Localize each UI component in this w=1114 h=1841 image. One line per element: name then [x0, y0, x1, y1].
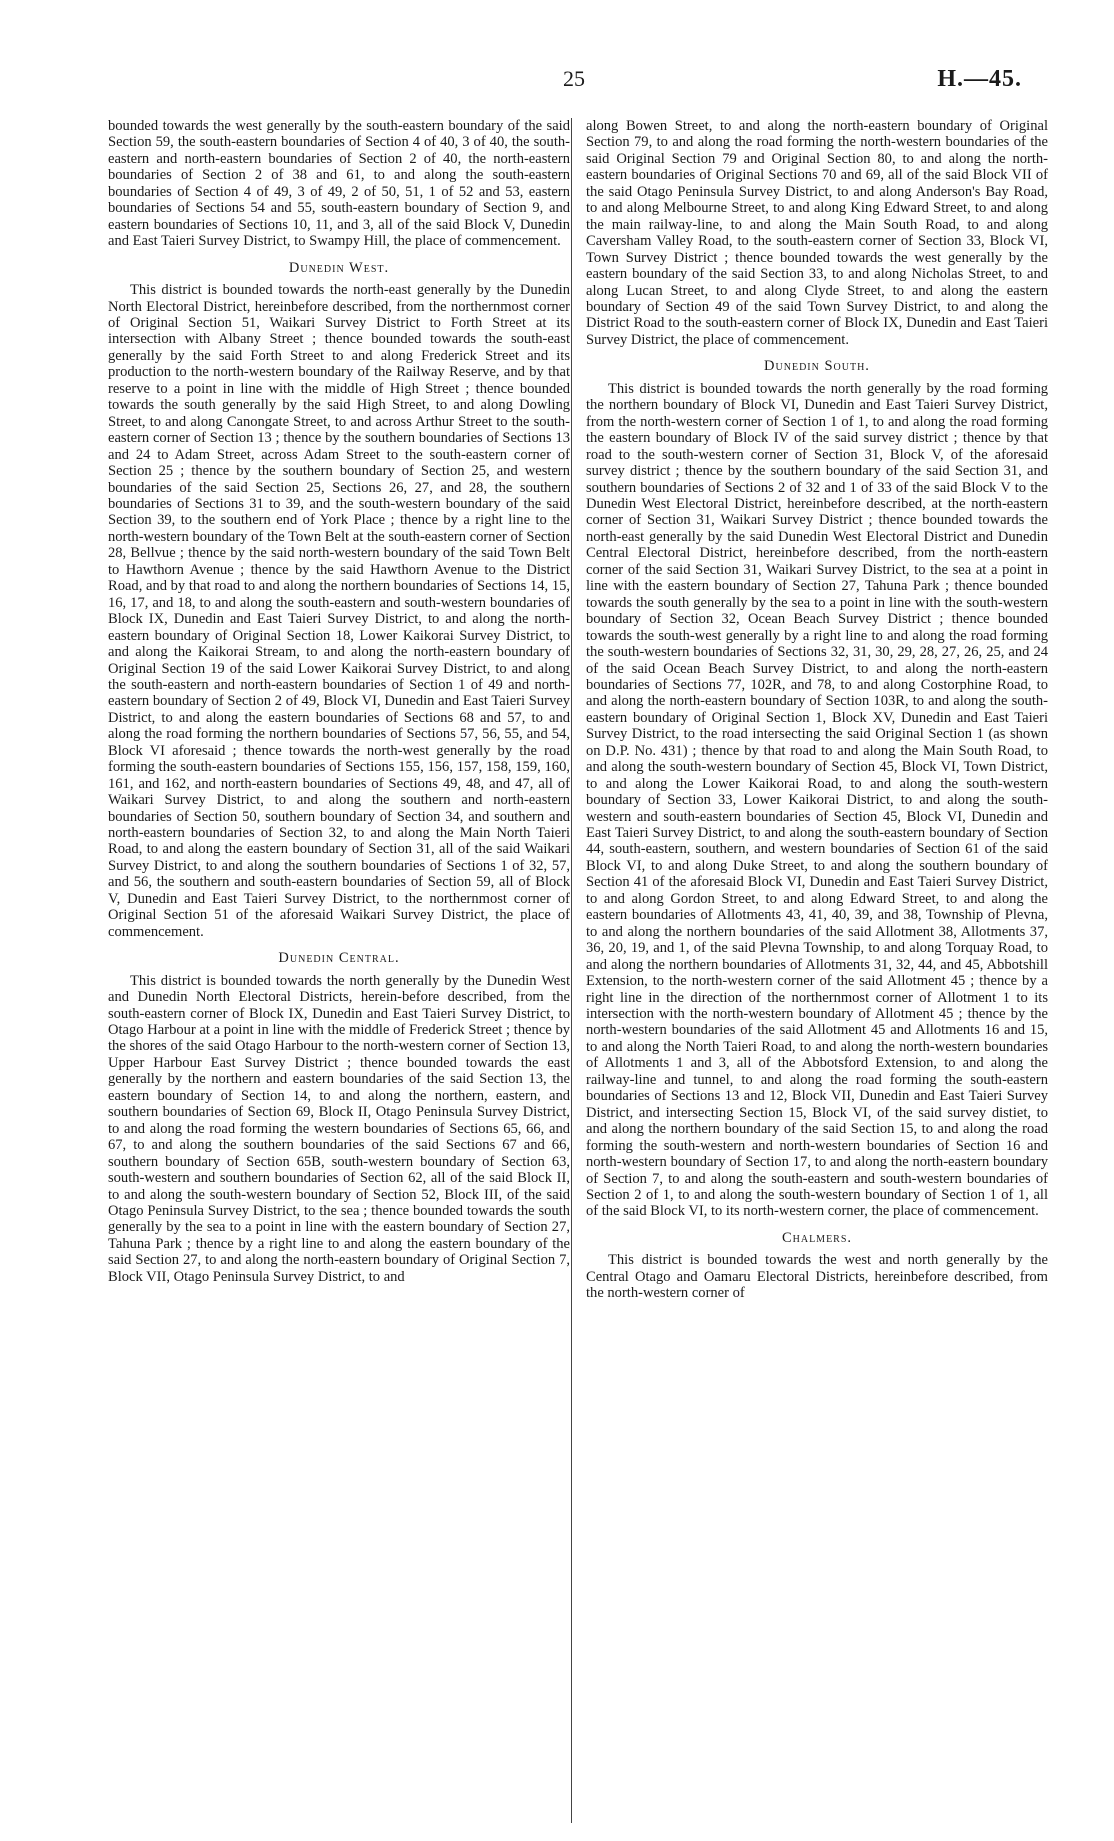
column-divider: [571, 118, 572, 1823]
page-number: 25: [563, 66, 585, 91]
document-code: H.—45.: [937, 66, 1022, 92]
heading-dunedin-west: Dunedin West.: [288, 259, 390, 276]
dunedin-west-paragraph: This district is bounded towards the north-east generally by the Dunedin North Electoral District, hereinbefore described, from the northernmost corner of Original Section 51, Waikari Survey District to Forth Street at its intersection with Albany Street ; thence bounded towards the south-east generally by the said Forth Street to and along Frederick Street and its production to the north-western boundary of the Railway Reserve, and by that reserve to a point in line with the middle of High Street ; thence bounded towards the south generally by the said High Street, to and along Dowling Street, to and along Canongate Street, to and across Arthur Street to the south-eastern corner of Section 13 ; thence by the southern boundaries of Sections 13 and 24 to Adam Street, across Adam Street to the south-eastern corner of Section 25 ; thence by the southern boundary of Section 25, and western boundaries of the said Section 25, Sections 26, 27, and 28, the southern boundaries of Sections 31 to 39, and the south-western boundary of the said Section 39, to the southern end of York Place ; thence by a right line to the north-western boundary of the Town Belt at the south-eastern corner of Section 28, Bellvue ; thence by the said north-western boundary of the said Town Belt to Hawthorn Avenue ; thence by the said Hawthorn Avenue to the District Road, and by that road to and along the northern boundaries of Sections 14, 15, 16, 17, and 18, to and along the south-eastern and south-western boundaries of Block IX, Dunedin and East Taieri Survey District, to and along the north-eastern boundary of Original Section 18, Lower Kaikorai Survey District, to and along the Kaikorai Stream, to and along the north-eastern boundary of Original Section 19 of the said Lower Kaikorai Survey District, to and along the south-eastern and north-eastern boundaries of Section 1 of 49 and north-eastern boundary of Section 2 of 49, Block VI, Dunedin and East Taieri Survey District, to and along the eastern boundaries of Sections 68 and 57, to and along the road forming the northern boundaries of Sections 57, 56, 55, and 54, Block VI aforesaid ; thence towards the north-west generally by the road forming the south-eastern boundaries of Sections 155, 156, 157, 158, 159, 160, 161, and 162, and north-eastern boundaries of Sections 49, 48, and 47, all of Waikari Survey District, to and along the southern and north-eastern boundaries of Section 50, southern boundary of Section 34, and southern and north-eastern boundaries of Section 32, to and along the Main North Taieri Road, to and along the eastern boundary of Section 31, all of the said Waikari Survey District, to and along the southern boundaries of Sections 1 of 32, 57, and 56, the southern and south-eastern boundaries of Section 59, all of Block V, Dunedin and East Taieri Survey District, to the northernmost corner of Original Section 51 of the aforesaid Waikari Survey District, the place of commencement.: [108, 282, 570, 940]
heading-dunedin-central: Dunedin Central.: [278, 950, 400, 967]
heading-dunedin-south: Dunedin South.: [764, 358, 870, 375]
dunedin-central-continued-paragraph: along Bowen Street, to and along the north-eastern boundary of Original Section 79, to and along the road forming the north-western boundaries of the said Original Section 79 and Original Section 80, to and along the north-eastern boundaries of Original Sections 70 and 69, all of the said Block VII of the said Otago Peninsula Survey District, to and along Anderson's Bay Road, to and along Melbourne Street, to and along King Edward Street, to and along the main railway-line, to and along the Main South Road, to and along Caversham Valley Road, to the south-eastern corner of Section 33, Block VI, Town Survey District ; thence bounded towards the west generally by the eastern boundary of the said Section 33, to and along Nicholas Street, to and along Lucan Street, to and along Clyde Street, to and along the eastern boundary of Section 49 of the said Town Survey District, to and along the District Road to the south-eastern corner of Block IX, Dunedin and East Taieri Survey District, the place of commencement.: [586, 118, 1048, 348]
chalmers-paragraph: This district is bounded towards the west and north generally by the Central Otago and Oamaru Electoral Districts, hereinbefore described, from the north-western corner of: [586, 1252, 1048, 1302]
dunedin-south-paragraph: This district is bounded towards the north generally by the road forming the northern boundary of Block VI, Dunedin and East Taieri Survey District, from the north-western corner of Section 1 of 1, to and along the road forming the eastern boundary of Block IV of the said survey district ; thence by that road to the south-western corner of Section 31, Block V, of the aforesaid survey district ; thence by the southern boundary of the said Section 31, and southern boundaries of Sections 2 of 32 and 1 of 33 of the said Block V to the Dunedin West Electoral District, hereinbefore described, at the north-eastern corner of Section 31, Waikari Survey District ; thence bounded towards the north-east generally by the said Dunedin West Electoral District and Dunedin Central Electoral District, hereinbefore described, from the north-eastern corner of the said Section 31, Waikari Survey District, to the sea at a point in line with the eastern boundary of Section 27, Tahuna Park ; thence bounded towards the south generally by the sea to a point in line with the south-western boundary of Section 32, Ocean Beach Survey District ; thence bounded towards the south-west generally by a right line to and along the road forming the south-western boundaries of Sections 32, 31, 30, 29, 28, 27, 26, 25, and 24 of the said Ocean Beach Survey District, to and along the north-eastern boundaries of Sections 77, 102R, and 78, to and along Costorphine Road, to and along the north-eastern boundary of Section 103R, to and along the south-eastern boundary of Original Section 1, Block XV, Dunedin and East Taieri Survey District, to the road intersecting the said Original Section 1 (as shown on D.P. No. 431) ; thence by that road to and along the Main South Road, to and along the south-western boundary of Section 45, Block VI, Town District, to and along the Lower Kaikorai Road, to and along the south-western boundary of Section 33, Lower Kaikorai District, to and along the south-western and south-eastern boundaries of Section 45, Block VI, Dunedin and East Taieri Survey District, to and along the south-eastern boundary of Section 44, south-eastern, southern, and western boundaries of Section 61 of the said Block VI, to and along Duke Street, to and along the southern boundary of Section 41 of the aforesaid Block VI, Dunedin and East Taieri Survey District, to and along Gordon Street, to and along Edward Street, to and along the eastern boundaries of Allotments 43, 41, 40, 39, and 38, Township of Plevna, to and along the northern boundaries of the said Allotment 38, Allotments 37, 36, 20, 19, and 1, of the said Plevna Township, to and along Torquay Road, to and along the northern boundaries of Allotments 31, 32, 44, and 45, Abbotshill Extension, to the north-western corner of the said Allotment 45 ; thence by a right line in the direction of the northernmost corner of Allotment 1 to its intersection with the north-western boundary of Allotment 45 ; thence by the north-western boundaries of the said Allotment 45 and Allotments 16 and 15, to and along the North Taieri Road, to and along the north-western boundaries of Allotments 1 and 3, all of the Abbotsford Extension, to and along the railway-line and tunnel, to and along the road forming the south-eastern boundaries of Sections 13 and 12, Block VII, Dunedin and East Taieri Survey District, and intersecting Section 15, Block VI, of the said survey distiet, to and along the northern boundary of the said Section 15, to and along the road forming the south-western and north-western boundaries of Section 16 and north-western boundary of Section 17, to and along the north-eastern boundary of Section 7, to and along the south-eastern and south-western boundaries of Section 2 of 1, to and along the south-western boundary of Section 1 of 1, all of the said Block VI, to its north-western corner, the place of commencement.: [586, 380, 1048, 1220]
dunedin-north-continued-paragraph: bounded towards the west generally by the south-eastern boundary of the said Section 59, the south-eastern boundaries of Section 4 of 40, 3 of 40, the south-eastern and north-eastern boundaries of Section 2 of 40, the north-eastern boundaries of Section 2 of 38 and 61, to and along the south-eastern boundaries of Section 4 of 49, 3 of 49, 2 of 50, 51, 1 of 52 and 53, eastern boundaries of Sections 54 and 55, south-eastern boundary of Section 9, and eastern boundaries of Sections 10, 11, and 3, all of the said Block V, Dunedin and East Taieri Survey District, to Swampy Hill, the place of commencement.: [108, 118, 570, 250]
heading-chalmers: Chalmers.: [781, 1229, 853, 1246]
left-column: [108, 118, 570, 1285]
right-column: [586, 118, 1048, 1302]
dunedin-central-paragraph: This district is bounded towards the north generally by the Dunedin West and Dunedin North Electoral Districts, herein-before described, from the south-eastern corner of Block IX, Dunedin and East Taieri Survey District, to Otago Harbour at a point in line with the middle of Frederick Street ; thence by the shores of the said Otago Harbour to the north-western corner of Section 13, Upper Harbour East Survey District ; thence bounded towards the east generally by the northern and eastern boundaries of the said Section 13, the eastern boundary of Section 14, to and along the northern, eastern, and southern boundaries of Section 69, Block II, Otago Peninsula Survey District, to and along the road forming the western boundaries of Sections 65, 66, and 67, to and along the southern boundaries of the said Sections 67 and 66, southern boundary of Section 65B, south-western boundary of Section 63, south-western and southern boundaries of Section 62, all of the said Block II, to and along the south-western boundary of Section 52, Block III, of the said Otago Peninsula Survey District, to the sea ; thence bounded towards the south generally by the sea to a point in line with the eastern boundary of Section 27, Tahuna Park ; thence by a right line to and along the eastern boundary of the said Section 27, to and along the north-eastern boundary of Original Section 7, Block VII, Otago Peninsula Survey District, to and: [108, 972, 570, 1285]
